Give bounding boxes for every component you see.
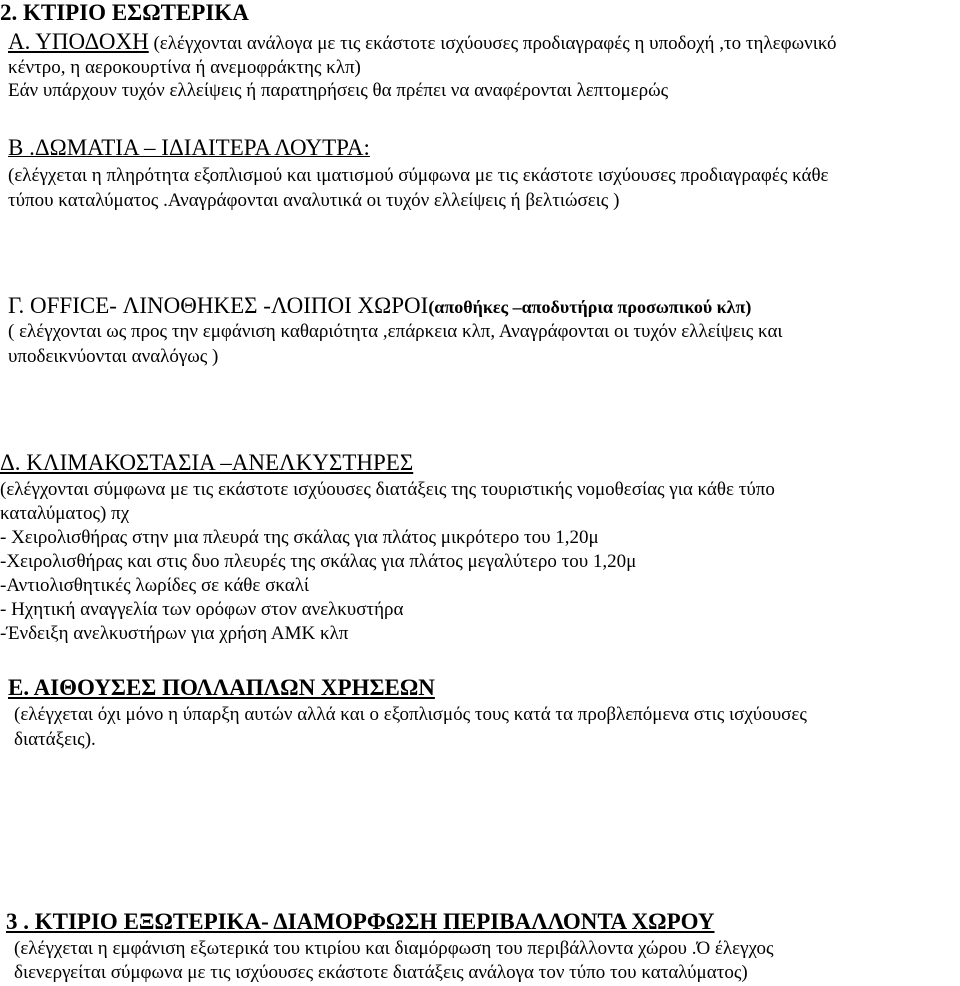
subsection-b-desc-line1: (ελέγχεται η πληρότητα εξοπλισμού και ιματισμού σύμφωνα με τις εκάστοτε ισχύουσες προδιαγραφές κάθε xyxy=(8,165,829,186)
subsection-d-desc-line2: καταλύματος) πχ xyxy=(0,503,130,524)
list-item: -Αντιολισθητικές λωρίδες σε κάθε σκαλί xyxy=(0,575,310,596)
section-3-heading xyxy=(6,909,715,935)
subsection-a-desc-start: (ελέγχονται ανάλογα με τις εκάστοτε ισχύουσες προδιαγραφές η υποδοχή ,το τηλεφωνικό xyxy=(148,33,837,54)
subsection-b-title-text: Β .ΔΩΜΑΤΙΑ – ΙΔΙΑΙΤΕΡΑ ΛΟΥΤΡΑ: xyxy=(8,135,370,160)
list-item: -Χειρολισθήρας και στις δυο πλευρές της σκάλας για πλάτος μεγαλύτερο του 1,20μ xyxy=(0,551,637,572)
subsection-c-title: Γ. OFFICE- ΛΙΝΟΘΗΚΕΣ -ΛΟΙΠΟΙ ΧΩΡΟΙ xyxy=(8,293,429,318)
list-item: - Χειρολισθήρας στην μια πλευρά της σκάλας για πλάτος μικρότερο του 1,20μ xyxy=(0,527,599,548)
subsection-b-title xyxy=(8,135,370,161)
section-3-desc-line2: διενεργείται σύμφωνα με τις ισχύουσες εκάστοτε διατάξεις ανάλογα τον τύπο του καταλύματος) xyxy=(14,962,748,983)
section-3-desc-line1: (ελέγχεται η εμφάνιση εξωτερικά του κτιρίου και διαμόρφωση του περιβάλλοντα χώρου .Ό έλεγχος xyxy=(14,938,774,959)
list-item: - Ηχητική αναγγελία των ορόφων στον ανελκυστήρα xyxy=(0,599,404,620)
subsection-b-desc-line2: τύπου καταλύματος .Αναγράφονται αναλυτικά οι τυχόν ελλείψεις ή βελτιώσεις ) xyxy=(8,190,620,211)
subsection-a-note: Εάν υπάρχουν τυχόν ελλείψεις ή παρατηρήσεις θα πρέπει να αναφέρονται λεπτομερώς xyxy=(8,80,669,101)
subsection-d-desc-line1: (ελέγχονται σύμφωνα με τις εκάστοτε ισχύουσες διατάξεις της τουριστικής νομοθεσίας για κάθε τύπο xyxy=(0,479,775,500)
section-2-heading: 2. ΚΤΙΡΙΟ ΕΣΩΤΕΡΙΚΑ xyxy=(0,0,249,25)
subsection-c-title-line xyxy=(8,293,751,319)
subsection-a-desc-line: κέντρο, η αεροκουρτίνα ή ανεμοφράκτης κλπ) xyxy=(8,57,361,78)
subsection-c-title-suffix: (αποθήκες –αποδυτήρια προσωπικού κλπ) xyxy=(428,297,752,317)
subsection-d-title: Δ. ΚΛΙΜΑΚΟΣΤΑΣΙΑ –ΑΝΕΛΚΥΣΤΗΡΕΣ xyxy=(0,450,414,475)
section-3-heading-text: 3 . ΚΤΙΡΙΟ ΕΞΩΤΕΡΙΚΑ- ΔΙΑΜΟΡΦΩΣΗ ΠΕΡΙΒΑΛΛΟΝΤΑ ΧΩΡΟΥ xyxy=(6,909,715,934)
subsection-a-title-line xyxy=(8,29,836,55)
subsection-a-title: Α. ΥΠΟΔΟΧΗ xyxy=(8,29,149,54)
subsection-c-desc-line1: ( ελέγχονται ως προς την εμφάνιση καθαριότητα ,επάρκεια κλπ, Αναγράφονται οι τυχόν ελλείψεις και xyxy=(8,321,783,342)
subsection-c-desc-line2: υποδεικνύονται αναλόγως ) xyxy=(8,346,219,367)
subsection-e-title: Ε. ΑΙΘΟΥΣΕΣ ΠΟΛΛΑΠΛΩΝ ΧΡΗΣΕΩΝ xyxy=(8,675,435,700)
subsection-e-desc-line2: διατάξεις). xyxy=(14,729,96,750)
list-item: -Ένδειξη ανελκυστήρων για χρήση ΑΜΚ κλπ xyxy=(0,623,349,644)
subsection-e-desc-line1: (ελέγχεται όχι μόνο η ύπαρξη αυτών αλλά και ο εξοπλισμός τους κατά τα προβλεπόμενα στις ισχύουσες xyxy=(14,704,807,725)
